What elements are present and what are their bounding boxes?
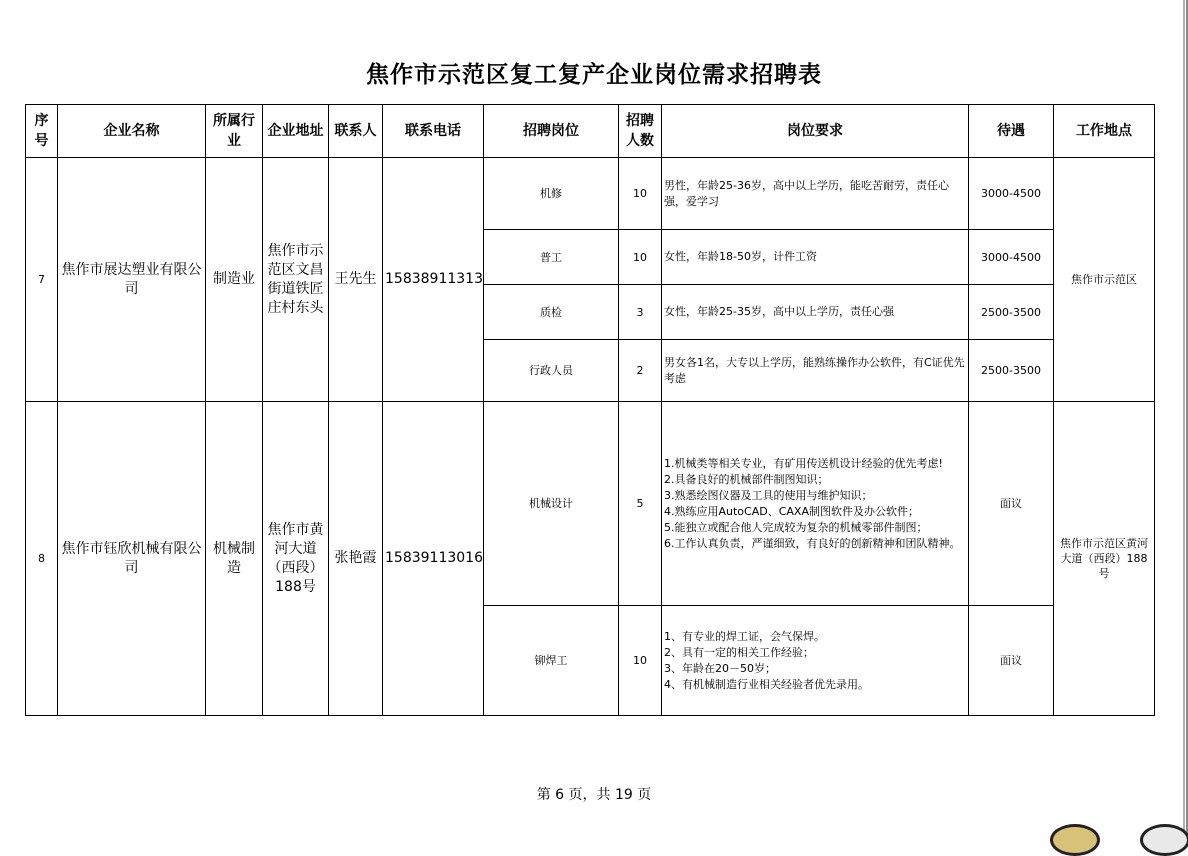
job-requirement: 1、有专业的焊工证，会气保焊。 2、具有一定的相关工作经验； 3、年龄在20－50岁； 4、有机械制造行业相关经验者优先录用。	[662, 606, 969, 716]
company-phone: 15838911313	[383, 158, 484, 402]
header-salary: 待遇	[969, 105, 1054, 158]
job-salary: 2500-3500	[969, 285, 1054, 340]
job-position: 普工	[484, 230, 619, 285]
job-count: 10	[619, 606, 662, 716]
company-industry: 机械制造	[206, 402, 263, 716]
page-edge	[1183, 0, 1185, 835]
header-phone: 联系电话	[383, 105, 484, 158]
company-name: 焦作市展达塑业有限公司	[58, 158, 206, 402]
company-address: 焦作市示范区文昌街道铁匠庄村东头	[263, 158, 329, 402]
job-count: 5	[619, 402, 662, 606]
company-location: 焦作市示范区黄河大道（西段）188号	[1054, 402, 1155, 716]
table-row	[26, 158, 1155, 230]
job-salary: 面议	[969, 402, 1054, 606]
job-position: 质检	[484, 285, 619, 340]
header-contact: 联系人	[329, 105, 383, 158]
header-position: 招聘岗位	[484, 105, 619, 158]
company-address: 焦作市黄河大道（西段）188号	[263, 402, 329, 716]
company-location: 焦作市示范区	[1054, 158, 1155, 402]
header-requirement: 岗位要求	[662, 105, 969, 158]
company-seq: 7	[26, 158, 58, 402]
job-position: 行政人员	[484, 340, 619, 402]
job-count: 3	[619, 285, 662, 340]
header-location: 工作地点	[1054, 105, 1155, 158]
header-company: 企业名称	[58, 105, 206, 158]
header-count: 招聘人数	[619, 105, 662, 158]
page-title: 焦作市示范区复工复产企业岗位需求招聘表	[366, 62, 822, 88]
job-salary: 3000-4500	[969, 158, 1054, 230]
seal-icon	[1140, 824, 1188, 856]
job-count: 10	[619, 158, 662, 230]
table-row	[26, 402, 1155, 606]
job-salary: 2500-3500	[969, 340, 1054, 402]
job-position: 铆焊工	[484, 606, 619, 716]
job-salary: 3000-4500	[969, 230, 1054, 285]
company-phone: 15839113016	[383, 402, 484, 716]
company-seq: 8	[26, 402, 58, 716]
job-requirement: 女性，年龄18-50岁，计件工资	[662, 230, 969, 285]
company-contact: 王先生	[329, 158, 383, 402]
job-salary: 面议	[969, 606, 1054, 716]
job-requirement: 1.机械类等相关专业，有矿用传送机设计经验的优先考虑! 2.具备良好的机械部件制图知识； 3.熟悉绘图仪器及工具的使用与维护知识； 4.熟练应用AutoCAD、CAXA制图软件及办公软件； 5.能独立或配合他人完成较为复杂的机械零部件制图； 6.工作认真负责，严谨细致，有良好的创新精神和团队精神。	[662, 402, 969, 606]
job-count: 10	[619, 230, 662, 285]
recruitment-table	[25, 104, 1155, 716]
job-requirement: 男女各1名，大专以上学历，能熟练操作办公软件，有C证优先考虑	[662, 340, 969, 402]
header-address: 企业地址	[263, 105, 329, 158]
job-position: 机械设计	[484, 402, 619, 606]
header-industry: 所属行业	[206, 105, 263, 158]
table-header-row	[26, 105, 1155, 158]
job-count: 2	[619, 340, 662, 402]
company-name: 焦作市钰欣机械有限公司	[58, 402, 206, 716]
job-position: 机修	[484, 158, 619, 230]
job-requirement: 男性，年龄25-36岁，高中以上学历，能吃苦耐劳，责任心强，爱学习	[662, 158, 969, 230]
company-industry: 制造业	[206, 158, 263, 402]
company-contact: 张艳霞	[329, 402, 383, 716]
job-requirement: 女性，年龄25-35岁，高中以上学历，责任心强	[662, 285, 969, 340]
page-number: 第 6 页，共 19 页	[536, 787, 652, 803]
seal-icon	[1050, 824, 1100, 856]
header-seq: 序号	[26, 105, 58, 158]
